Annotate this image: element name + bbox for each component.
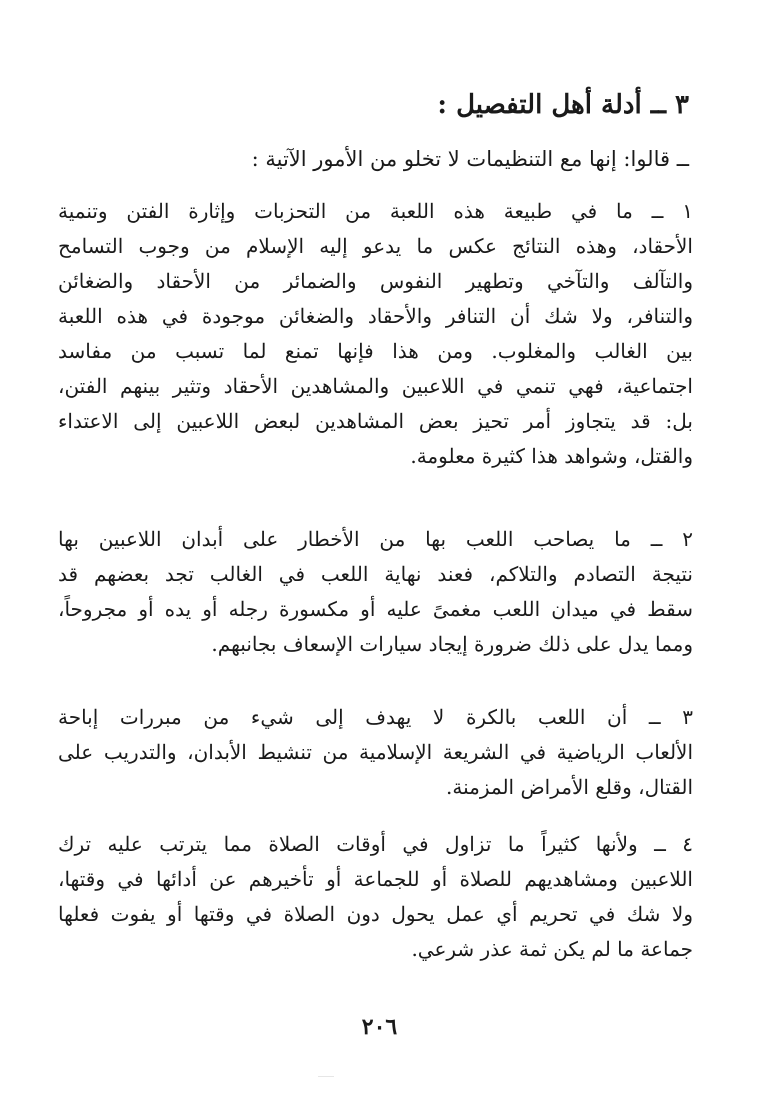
- text-line: ٣ ــ أن اللعب بالكرة لا يهدف إلى شيء من مبررات إباحة: [58, 705, 693, 729]
- paragraph-3: [58, 700, 693, 805]
- text-line: والتنافر، ولا شك أن التنافر والأحقاد والضغائن موجودة في هذه اللعبة: [58, 304, 693, 328]
- section-heading: ٣ ــ أدلة أهل التفصيل :: [437, 90, 689, 120]
- text-line: الأحقاد، وهذه النتائج عكس ما يدعو إليه الإسلام من وجوب التسامح: [58, 234, 693, 258]
- text-line: ٤ ــ ولأنها كثيراً ما تزاول في أوقات الصلاة مما يترتب عليه ترك: [58, 832, 693, 856]
- text-line: ومما يدل على ذلك ضرورة إيجاد سيارات الإسعاف بجانبهم.: [211, 632, 693, 656]
- paragraph-4: [58, 827, 693, 967]
- text-line: جماعة ما لم يكن ثمة عذر شرعي.: [411, 937, 693, 961]
- paragraph-1: [58, 194, 693, 474]
- text-line: والتآلف والتآخي وتطهير النفوس والضمائر من الأحقاد والضغائن: [58, 269, 693, 293]
- text-line: نتيجة التصادم والتلاكم، فعند نهاية اللعب في الغالب تجد بعضهم قد: [58, 562, 693, 586]
- text-line: بين الغالب والمغلوب. ومن هذا فإنها تمنع لما تسبب من مفاسد: [58, 339, 693, 363]
- paragraph-2: [58, 522, 693, 662]
- text-line: ٢ ــ ما يصاحب اللعب بها من الأخطار على أبدان اللاعبين بها: [58, 527, 693, 551]
- text-line: اجتماعية، فهي تنمي في اللاعبين والمشاهدين الأحقاد وتثير بينهم الفتن،: [58, 374, 693, 398]
- text-line: والقتل، وشواهد هذا كثيرة معلومة.: [410, 444, 693, 468]
- text-line: الألعاب الرياضية في الشريعة الإسلامية من تنشيط الأبدان، والتدريب على: [58, 740, 693, 764]
- page-number: ٢٠٦: [361, 1014, 398, 1040]
- text-line: ١ ــ ما في طبيعة هذه اللعبة من التحزبات وإثارة الفتن وتنمية: [58, 199, 693, 223]
- text-line: ولا شك في تحريم أي عمل يحول دون الصلاة في وقتها أو يفوت فعلها: [58, 902, 693, 926]
- intro-line: ــ قالوا: إنها مع التنظيمات لا تخلو من الأمور الآتية :: [251, 147, 689, 171]
- scan-mark: [318, 1076, 334, 1077]
- text-line: سقط في ميدان اللعب مغمىً عليه أو مكسورة رجله أو يده أو مجروحاً،: [58, 597, 693, 621]
- text-line: القتال، وقلع الأمراض المزمنة.: [446, 775, 693, 799]
- text-line: اللاعبين ومشاهديهم للصلاة أو للجماعة أو تأخيرهم عن أدائها في وقتها،: [58, 867, 693, 891]
- text-line: بل: قد يتجاوز أمر تحيز بعض المشاهدين لبعض اللاعبين إلى الاعتداء: [58, 409, 693, 433]
